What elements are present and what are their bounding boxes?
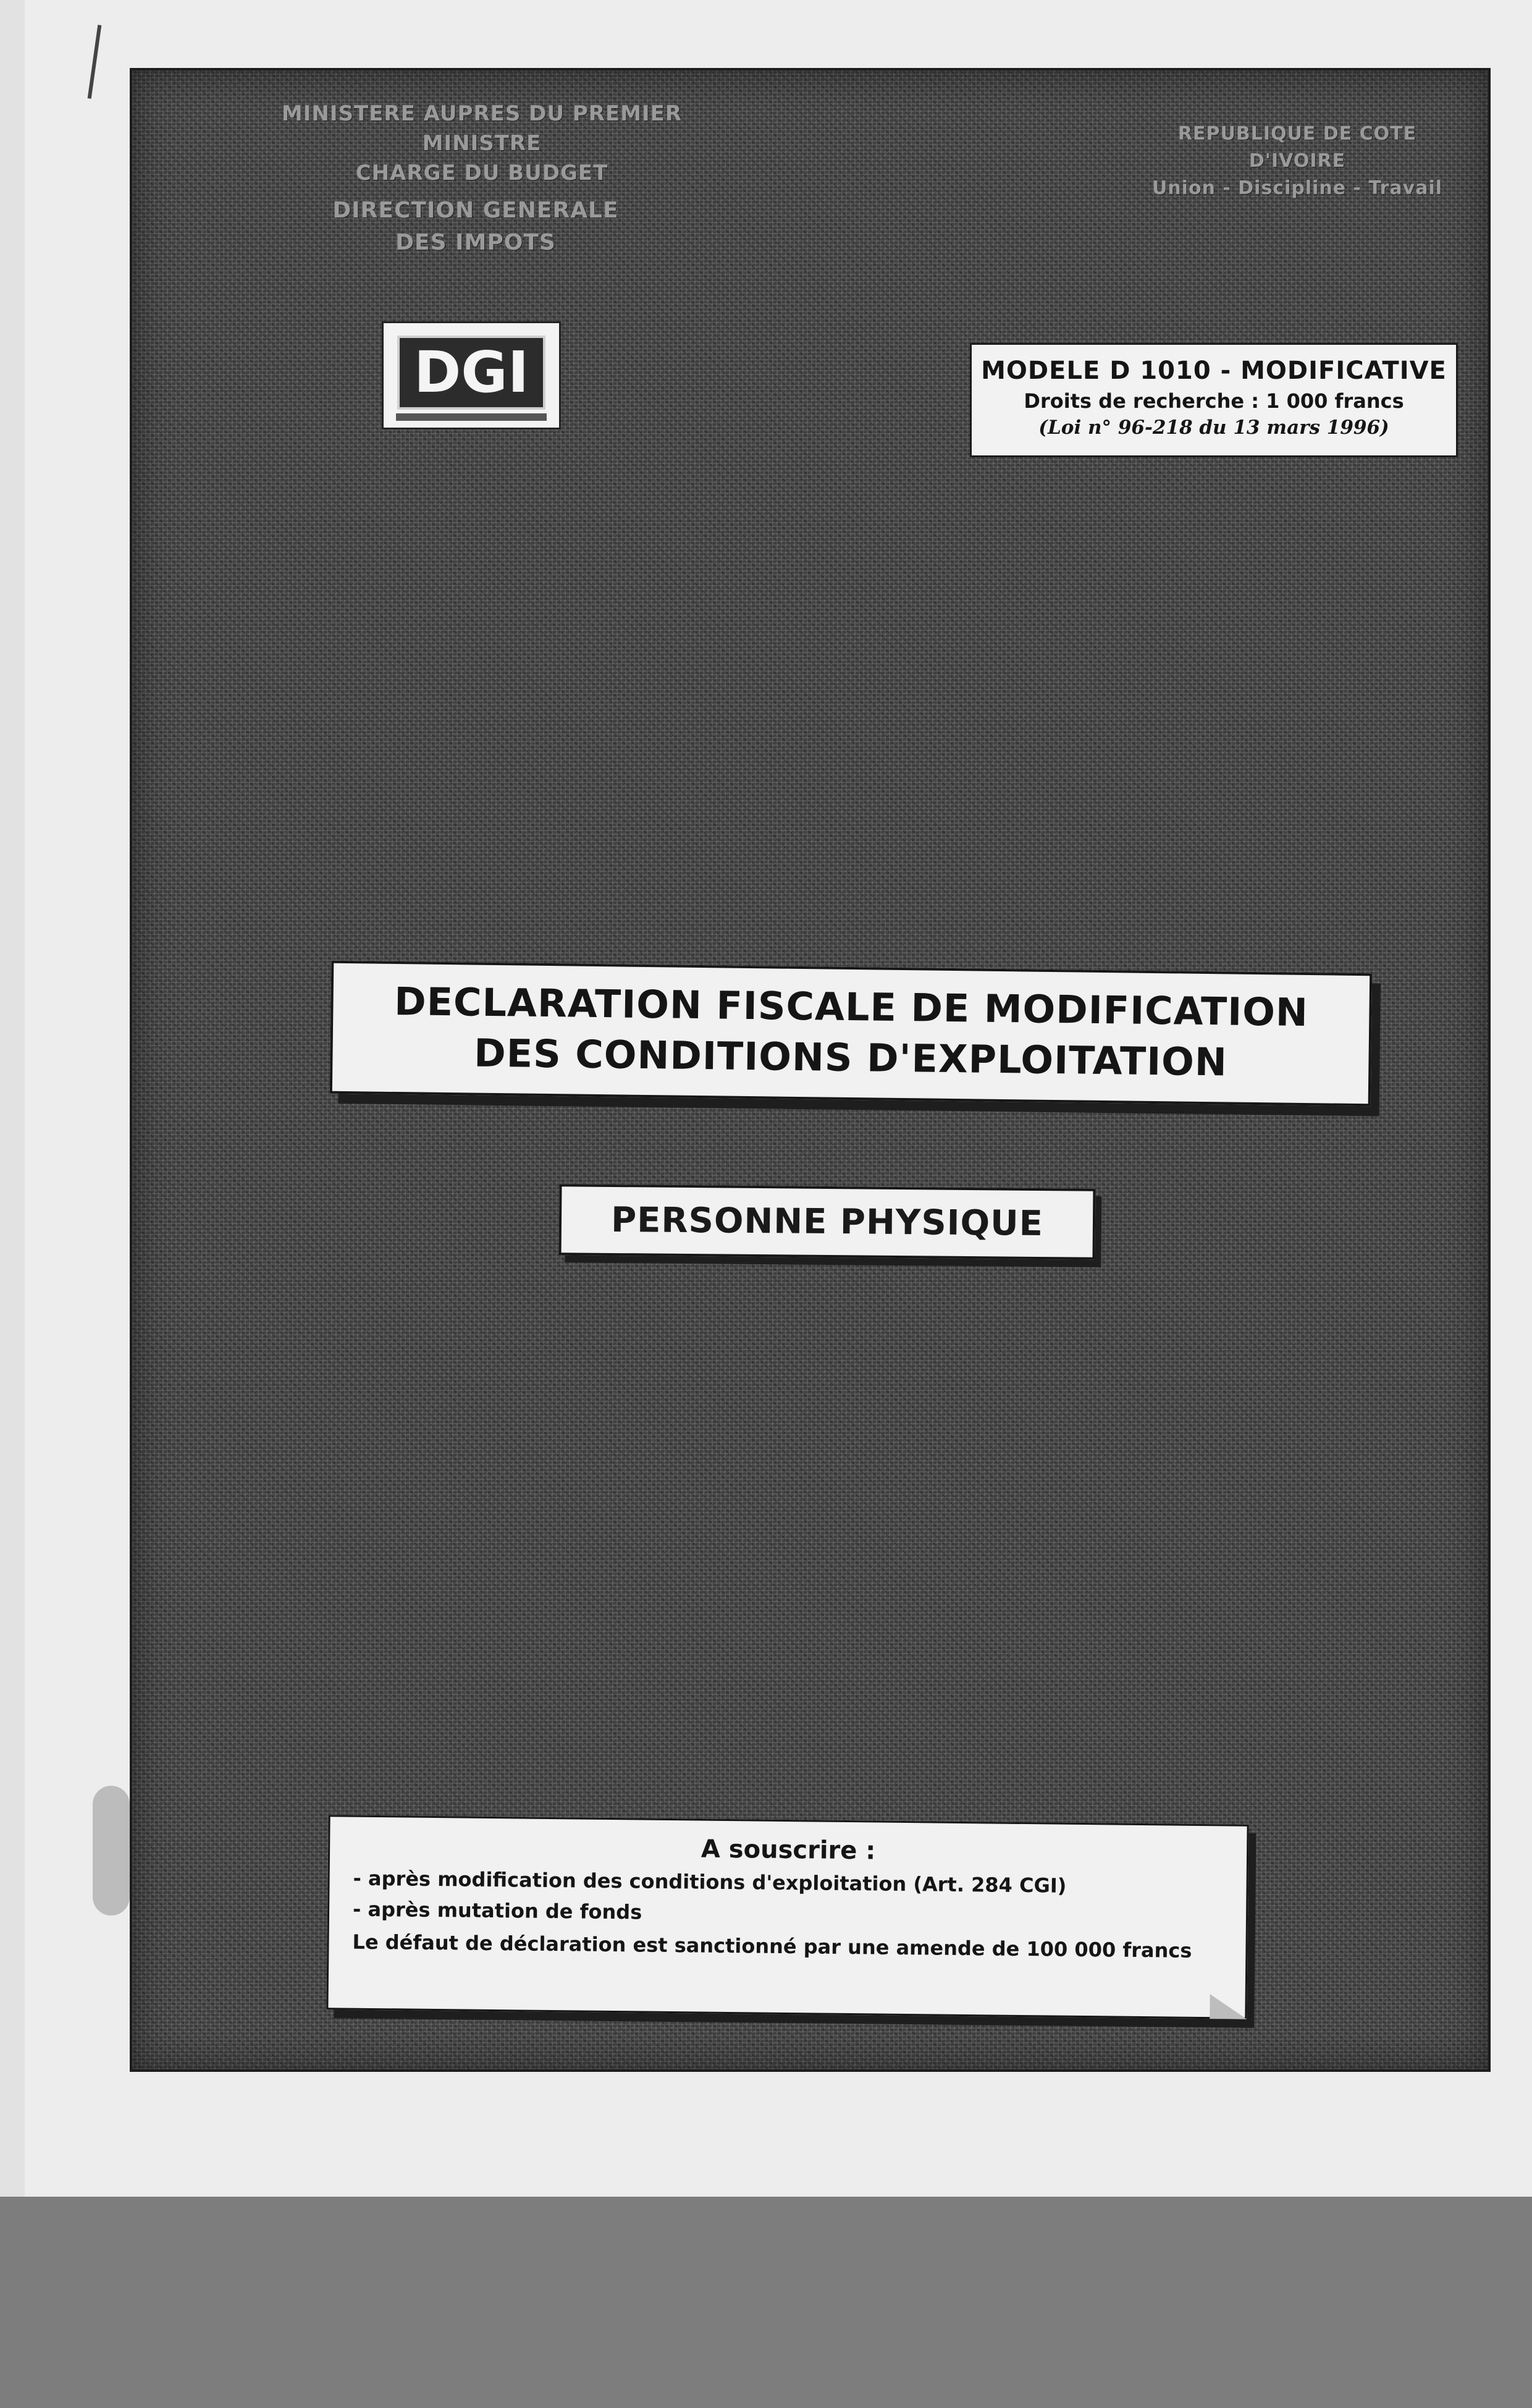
main-title-line-2: DES CONDITIONS D'EXPLOITATION (473, 1030, 1228, 1085)
dgi-logo-letters: DGI (413, 339, 529, 405)
direction-line-1: DIRECTION GENERALE (332, 198, 619, 223)
ministry-line-1: MINISTERE AUPRES DU PREMIER MINISTRE (281, 101, 683, 156)
note-line-1: - après modification des conditions d'exploitation (Art. 284 CGI) (353, 1866, 1067, 1898)
main-title-box (330, 961, 1373, 1107)
republic-line-2: Union - Discipline - Travail (1151, 177, 1443, 199)
law-reference: (Loi n° 96-218 du 13 mars 1996) (1038, 416, 1389, 439)
research-fee: Droits de recherche : 1 000 francs (1024, 389, 1404, 413)
filing-note-box (326, 1815, 1248, 2019)
dgi-logo-caption (396, 413, 547, 421)
direction-line-2: DES IMPOTS (395, 230, 556, 255)
model-info-box (970, 343, 1458, 457)
page-curl (1210, 1994, 1247, 2019)
note-line-2: - après mutation de fonds (352, 1897, 642, 1924)
pen-mark (88, 25, 102, 99)
republic-line-1: REPUBLIQUE DE COTE D'IVOIRE (1177, 123, 1417, 172)
paper-stain (93, 1786, 130, 1916)
ministry-header (222, 99, 741, 188)
model-title: MODELE D 1010 - MODIFICATIVE (981, 357, 1447, 385)
dgi-logo (382, 321, 561, 429)
main-title-line-1: DECLARATION FISCALE DE MODIFICATION (394, 978, 1309, 1036)
ministry-line-2: CHARGE DU BUDGET (355, 161, 608, 185)
note-title: A souscrire : (701, 1835, 876, 1865)
page-edge (0, 0, 25, 2197)
dgi-logo-mark (397, 336, 545, 410)
main-title (332, 963, 1370, 1089)
subtitle: PERSONNE PHYSIQUE (610, 1199, 1044, 1244)
penalty-warning: Le défaut de déclaration est sanctionné par une amende de 100 000 francs (352, 1930, 1192, 1962)
direction-header (315, 195, 636, 259)
subtitle-box (559, 1184, 1096, 1260)
republic-header (1130, 120, 1464, 202)
